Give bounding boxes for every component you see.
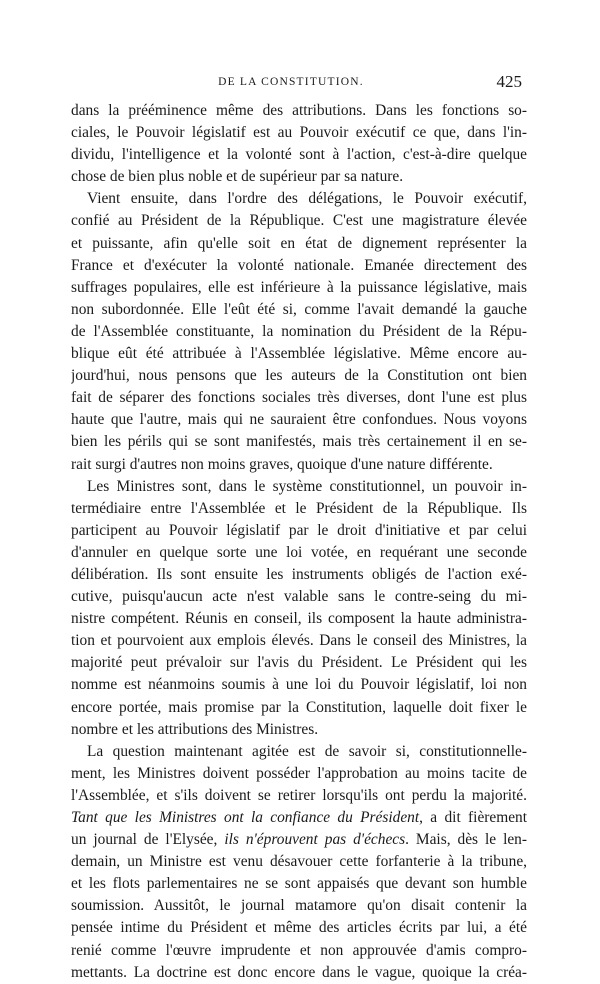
line-text: nistre compétent. Réunis en conseil, ils composent la haute administra- — [71, 610, 527, 628]
line-text: encore portée, mais promise par la Constitution, laquelle doit fixer le — [71, 698, 527, 716]
text-line — [71, 343, 527, 365]
line-text: confié au Président de la République. C'est une magistrature élevée — [71, 212, 527, 230]
line-text: . Mais, dès le len- — [405, 831, 527, 849]
text-line — [71, 255, 527, 277]
running-head — [60, 72, 522, 94]
text-line — [71, 697, 527, 719]
text-line — [71, 498, 527, 520]
line-text: ment, les Ministres doivent posséder l'approbation au moins tacite de — [71, 764, 527, 782]
line-text: nomme est néanmoins soumis à une loi du Pouvoir législatif, loi non — [71, 676, 527, 694]
text-line — [71, 387, 527, 409]
line-text: dans la prééminence même des attributions. Dans les fonctions so- — [71, 102, 527, 119]
text-line — [71, 674, 527, 696]
line-text: demain, un Ministre est venu désavouer cette forfanterie à la tribune, — [71, 853, 527, 871]
text-line — [71, 210, 527, 232]
text-line — [71, 807, 527, 829]
line-text: nombre et les attributions des Ministres. — [71, 720, 319, 738]
italic-phrase: ils n'éprouvent pas d'échecs — [224, 831, 406, 849]
line-text: tion et pourvoient aux emplois élevés. Dans le conseil des Ministres, la — [71, 632, 527, 650]
text-line — [71, 299, 527, 321]
text-line — [71, 564, 527, 586]
line-text: cutive, puisqu'aucun acte n'est valable sans le contre-seing du mi- — [71, 588, 527, 606]
text-line — [71, 851, 527, 873]
text-line — [71, 431, 527, 453]
line-text: , a dit fièrement — [419, 809, 527, 826]
text-line — [71, 608, 527, 630]
line-text: soumission. Aussitôt, le journal matamore qu'on disait contenir la — [71, 897, 527, 915]
line-text: termédiaire entre l'Assemblée et le Président de la République. Ils — [71, 499, 527, 517]
text-line — [71, 476, 527, 498]
text-line — [71, 873, 527, 895]
text-line — [71, 122, 527, 144]
line-text: ciales, le Pouvoir législatif est au Pouvoir exécutif ce que, dans l'in- — [71, 124, 527, 142]
line-text: chose de bien plus noble et de supérieur par sa nature. — [71, 168, 404, 186]
text-line — [71, 520, 527, 542]
text-line — [71, 741, 527, 763]
line-text: suffrages populaires, elle est inférieure à la puissance législative, mais — [71, 278, 527, 296]
text-line — [71, 917, 527, 939]
text-line — [71, 962, 527, 984]
page-number: 425 — [496, 72, 522, 91]
text-line — [71, 652, 527, 674]
text-line — [71, 144, 527, 166]
running-title: DE LA CONSTITUTION. — [218, 76, 364, 88]
line-text: Les Ministres sont, dans le système constitutionnel, un pouvoir in- — [87, 477, 527, 495]
line-text: un journal de l'Elysée, — [71, 831, 225, 849]
text-line — [71, 409, 527, 431]
line-text: dividu, l'intelligence et la volonté sont à l'action, c'est-à-dire quelque — [71, 146, 527, 164]
line-text: l'Assemblée, et s'ils doivent se retirer lorsqu'ils ont perdu la majorité. — [71, 786, 527, 804]
line-text: et les flots parlementaires ne se sont appaisés que devant son humble — [71, 875, 527, 893]
text-line — [71, 542, 527, 564]
text-line — [71, 719, 527, 741]
line-text: de l'Assemblée constituante, la nomination du Président de la Répu- — [71, 322, 527, 340]
text-line — [71, 940, 527, 962]
line-text: majorité peut prévaloir sur l'avis du Président. Le Président qui les — [71, 654, 527, 672]
line-text: mettants. La doctrine est donc encore dans le vague, quoique la créa- — [71, 963, 527, 981]
text-line — [71, 277, 527, 299]
text-line — [71, 365, 527, 387]
text-line — [71, 829, 527, 851]
text-line — [71, 321, 527, 343]
text-line — [71, 100, 527, 122]
text-line — [71, 188, 527, 210]
line-text: d'annuler en quelque sorte une loi votée, en requérant une seconde — [71, 543, 527, 561]
italic-phrase: Tant que les Ministres ont la confiance du Président — [71, 809, 420, 826]
text-line — [71, 763, 527, 785]
body-text — [71, 100, 527, 984]
line-text: Vient ensuite, dans l'ordre des délégations, le Pouvoir exécutif, — [87, 190, 527, 208]
text-line — [71, 454, 527, 476]
line-text: non subordonnée. Elle l'eût été si, comme l'avait demandé la gauche — [71, 300, 527, 318]
text-line — [71, 233, 527, 255]
line-text: fait de séparer des fonctions sociales très diverses, dont l'une est plus — [71, 389, 527, 407]
text-line — [71, 630, 527, 652]
line-text: pensée intime du Président et même des articles écrits par lui, a été — [71, 919, 527, 937]
text-line — [71, 785, 527, 807]
text-line — [71, 586, 527, 608]
line-text: bien les périls qui se sont manifestés, mais très certainement il en se- — [71, 433, 527, 451]
line-text: participent au Pouvoir législatif par le droit d'initiative et par celui — [71, 521, 527, 539]
text-line — [71, 895, 527, 917]
line-text: blique eût été attribuée à l'Assemblée législative. Même encore au- — [71, 345, 527, 363]
line-text: France et d'exécuter la volonté nationale. Emanée directement des — [71, 256, 527, 274]
line-text: renié comme l'œuvre imprudente et non approuvée d'amis compro- — [71, 941, 527, 959]
line-text: jourd'hui, nous pensons que les auteurs de la Constitution ont bien — [71, 367, 527, 385]
line-text: La question maintenant agitée est de savoir si, constitutionnelle- — [87, 742, 527, 760]
line-text: délibération. Ils sont ensuite les instruments obligés de l'action exé- — [71, 565, 527, 583]
line-text: rait surgi d'autres non moins graves, quoique d'une nature différente. — [71, 455, 493, 473]
line-text: et puissante, afin qu'elle soit en état de dignement représenter la — [71, 234, 527, 252]
text-line — [71, 166, 527, 188]
line-text: haute que l'autre, mais qui ne sauraient être confondues. Nous voyons — [71, 411, 527, 429]
